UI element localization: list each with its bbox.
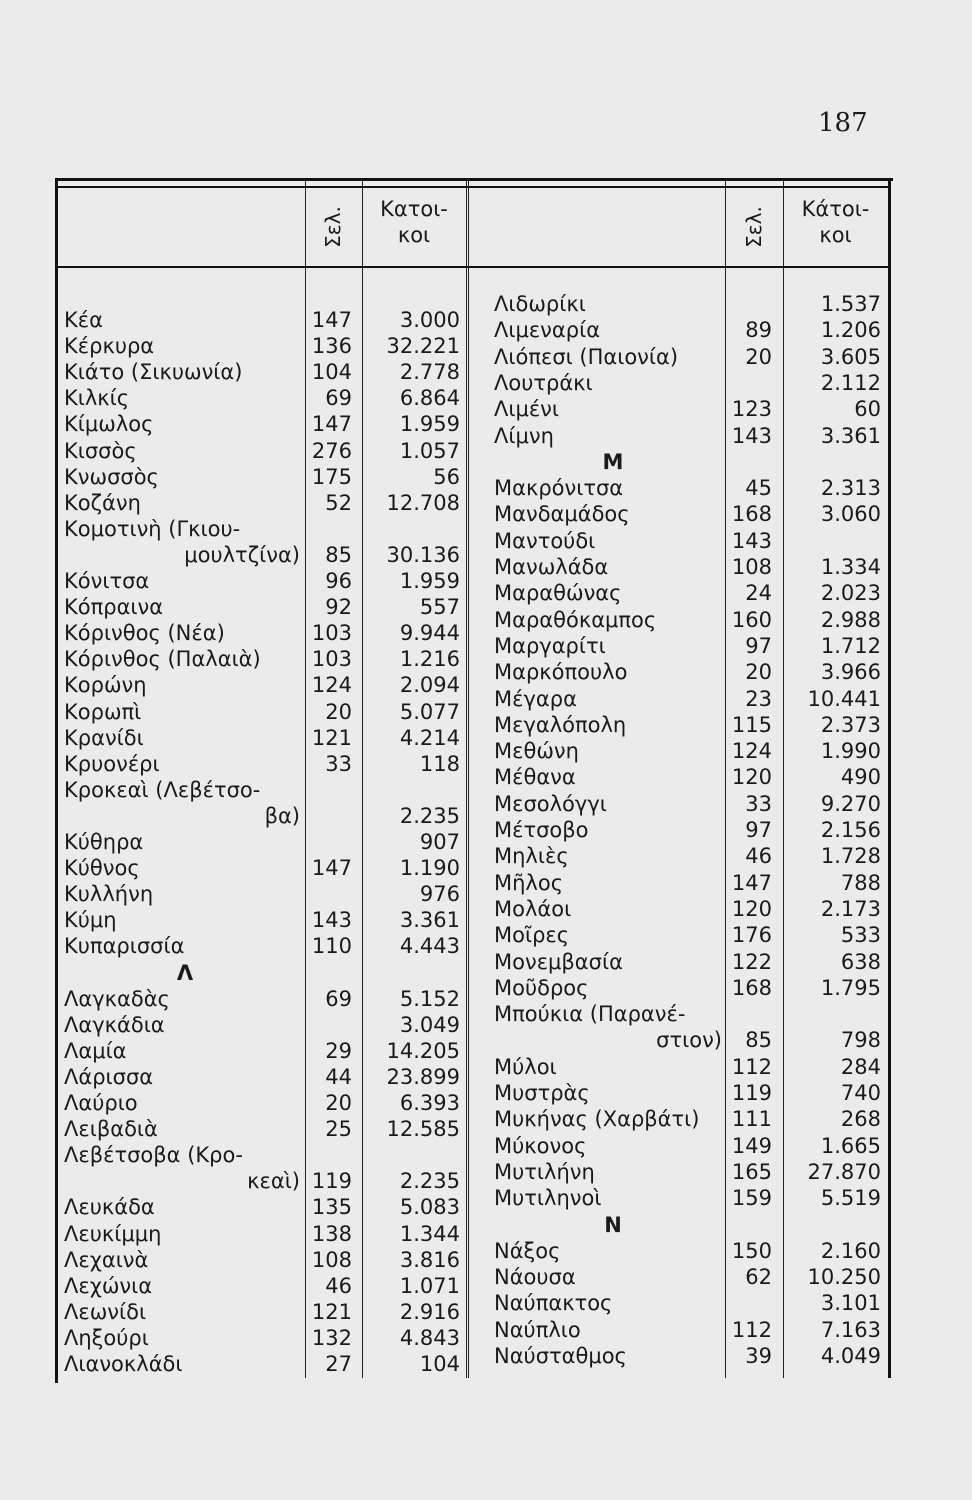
table-row (0, 318, 972, 344)
page-number-cell: 20 (325, 699, 352, 724)
place-name: Μεγαλόπολη (494, 712, 627, 737)
page-number-cell: 52 (325, 490, 352, 515)
place-name: Λεχαινὰ (64, 1247, 149, 1272)
table-header-rule (55, 266, 890, 268)
population-cell: 490 (840, 765, 881, 790)
page-number-cell: 159 (731, 1186, 772, 1211)
table-row (0, 1081, 972, 1107)
population-cell: 14.205 (386, 1038, 460, 1063)
population-cell: 12.585 (386, 1117, 460, 1142)
place-name: Λαγκαδὰς (64, 986, 170, 1011)
population-cell: 1.344 (399, 1221, 460, 1246)
population-cell: 1.795 (820, 975, 881, 1000)
table-row (0, 1291, 972, 1317)
page-number-cell: 138 (311, 1221, 352, 1246)
population-cell: 1.990 (820, 739, 881, 764)
table-row (0, 950, 972, 976)
population-cell: 1.334 (820, 555, 881, 579)
page-number-cell: 136 (311, 334, 352, 359)
population-cell: 557 (419, 595, 460, 620)
page-number-cell: 27 (325, 1352, 352, 1376)
page-number-cell: 150 (731, 1238, 772, 1263)
place-name: Λευκίμμη (64, 1221, 162, 1246)
place-name: Λεχώνια (64, 1273, 153, 1298)
place-name: Λουτράκι (494, 370, 593, 395)
page-number: 187 (818, 108, 868, 138)
place-name: Κιάτο (Σικυωνία) (64, 360, 243, 385)
header-pop-right-line2: κοι (819, 223, 852, 247)
place-name: Λεωνίδι (64, 1299, 147, 1324)
place-name: Λάρισσα (64, 1064, 154, 1089)
page-number-cell: 46 (325, 1273, 352, 1298)
place-name: Κύθνος (64, 856, 140, 881)
header-pop-left-line2: κοι (397, 223, 431, 247)
population-cell: 118 (419, 751, 460, 776)
page-number-cell: 110 (311, 934, 352, 959)
page-number-cell: 85 (745, 1028, 772, 1053)
table-row (0, 844, 972, 870)
place-name: Λεβέτσοβα (Κρο- (64, 1143, 243, 1168)
place-name: Κύθηρα (64, 830, 144, 854)
page-number-cell: 92 (325, 595, 352, 620)
place-name: Κρυονέρι (64, 751, 160, 776)
population-cell: 1.728 (820, 844, 881, 869)
population-cell: 2.778 (399, 360, 460, 385)
page-number-cell: 121 (311, 725, 352, 750)
table-row (0, 1107, 972, 1133)
place-name: Μυκήνας (Χαρβάτι) (494, 1107, 700, 1132)
page-number-cell: 276 (311, 438, 352, 463)
place-name: βα) (264, 803, 300, 828)
population-cell: 6.393 (399, 1091, 460, 1115)
page-number-cell: 120 (731, 896, 772, 921)
place-name: Κίμωλος (64, 412, 154, 437)
population-cell: 907 (419, 830, 460, 854)
page-number-cell: 62 (745, 1265, 772, 1290)
place-name: Μυστρὰς (494, 1081, 590, 1105)
place-name: Μύκονος (494, 1133, 587, 1158)
place-name: Λειβαδιὰ (64, 1117, 158, 1142)
place-name: Κοζάνη (64, 490, 141, 515)
page-number-cell: 112 (731, 1317, 772, 1342)
population-cell: 268 (840, 1107, 881, 1132)
table-row (0, 818, 972, 844)
place-name: Μαρκόπουλο (494, 660, 628, 685)
population-cell: 2.235 (399, 803, 460, 828)
header-sel-left: Σελ. (321, 206, 345, 248)
place-name: Λευκάδα (64, 1195, 155, 1220)
place-name: Ναύπακτος (494, 1291, 613, 1316)
table-row (0, 1134, 972, 1160)
population-cell: 2.988 (820, 607, 881, 632)
page-number-cell: 121 (311, 1299, 352, 1324)
place-name: Μακρόνιτσα (494, 476, 624, 501)
place-name: Μαραθόκαμπος (494, 607, 657, 632)
population-cell: 533 (840, 923, 881, 948)
page-number-cell: 89 (745, 318, 772, 343)
place-name: Νάουσα (494, 1265, 576, 1290)
table-row (0, 1160, 972, 1186)
table-row (0, 529, 972, 555)
place-name: Μανωλάδα (494, 555, 609, 579)
table-row (0, 581, 972, 607)
place-name: Κνωσσὸς (64, 464, 159, 489)
table-row (0, 608, 972, 634)
population-cell: 740 (840, 1081, 881, 1105)
place-name: Μονεμβασία (494, 949, 623, 974)
page-number-cell: 165 (731, 1159, 772, 1184)
table-row (0, 1265, 972, 1291)
population-cell: 4.843 (399, 1325, 460, 1350)
population-cell: 23.899 (386, 1064, 460, 1089)
section-letter: Λ (176, 960, 194, 985)
population-cell: 27.870 (807, 1159, 881, 1184)
page-number-cell: 33 (745, 791, 772, 816)
table-row (0, 1028, 972, 1054)
table-row (0, 476, 972, 502)
population-cell: 638 (840, 949, 881, 974)
population-cell: 2.373 (820, 712, 881, 737)
population-cell: 3.361 (820, 423, 881, 448)
table-row (0, 1055, 972, 1081)
population-cell: 976 (419, 882, 460, 907)
place-name: Κροκεαὶ (Λεβέτσο- (64, 777, 261, 802)
table-row (0, 292, 972, 318)
table-row (0, 634, 972, 660)
population-cell: 3.605 (820, 344, 881, 369)
place-name: Λίμνη (494, 423, 554, 448)
place-name: Κόνιτσα (64, 569, 150, 593)
page-number-cell: 115 (731, 712, 772, 737)
page-number-cell: 103 (311, 621, 352, 646)
population-cell: 10.250 (807, 1265, 881, 1290)
page-number-cell: 20 (745, 344, 772, 369)
place-name: Λαμία (64, 1038, 127, 1063)
place-name: στιον) (656, 1028, 722, 1053)
page-number-cell: 119 (731, 1081, 772, 1105)
population-cell: 3.060 (820, 502, 881, 527)
population-cell: 10.441 (807, 686, 881, 711)
place-name: Λιδωρίκι (494, 292, 586, 316)
population-cell: 1.057 (399, 438, 460, 463)
population-cell: 30.136 (386, 542, 460, 567)
population-cell: 1.959 (399, 569, 460, 593)
page-number-cell: 123 (731, 397, 772, 422)
table-row (0, 502, 972, 528)
page-number-cell: 143 (731, 423, 772, 448)
place-name: Λιόπεσι (Παιονία) (494, 344, 679, 369)
header-pop-left-line1: Κατοι- (380, 197, 448, 221)
page-number-cell: 122 (731, 949, 772, 974)
page-number-cell: 147 (311, 856, 352, 881)
page-number-cell: 108 (311, 1247, 352, 1272)
population-cell: 1.190 (399, 856, 460, 881)
population-cell: 1.959 (399, 412, 460, 437)
place-name: Κύμη (64, 908, 117, 933)
page-number-cell: 111 (731, 1107, 772, 1132)
page-number-cell: 103 (311, 647, 352, 672)
place-name: Μολάοι (494, 896, 572, 921)
page-number-cell: 147 (731, 870, 772, 895)
population-cell: 56 (433, 464, 460, 489)
place-name: Κορώνη (64, 673, 147, 698)
population-cell: 798 (840, 1028, 881, 1053)
place-name: Κισσὸς (64, 438, 137, 463)
place-name: Μύλοι (494, 1054, 557, 1079)
place-name: μουλτζίνα) (184, 542, 300, 567)
table-row (0, 765, 972, 791)
page-number-cell: 147 (311, 308, 352, 332)
page-number-cell: 143 (731, 528, 772, 553)
page-number-cell: 135 (311, 1195, 352, 1220)
place-name: Μέθανα (494, 765, 576, 790)
table-row (0, 1239, 972, 1265)
population-cell: 60 (854, 397, 881, 422)
population-cell: 4.443 (399, 934, 460, 959)
place-name: Ναύπλιο (494, 1317, 581, 1342)
population-cell: 2.313 (820, 476, 881, 501)
table-row (0, 424, 972, 450)
table-row (0, 1186, 972, 1212)
population-cell: 9.944 (399, 621, 460, 646)
table-row (0, 397, 972, 423)
population-cell: 1.216 (399, 647, 460, 672)
place-name: Μπούκια (Παρανέ- (494, 1002, 686, 1027)
page-number-cell: 112 (731, 1054, 772, 1079)
table-row (0, 371, 972, 397)
population-cell: 1.071 (399, 1273, 460, 1298)
population-cell: 3.101 (820, 1291, 881, 1316)
page-number-cell: 160 (731, 607, 772, 632)
place-name: Μυτιλήνη (494, 1159, 595, 1184)
page-number-cell: 97 (745, 818, 772, 842)
page-number-cell: 149 (731, 1133, 772, 1158)
page-number-cell: 119 (311, 1169, 352, 1194)
population-cell: 104 (419, 1352, 460, 1376)
place-name: Κομοτινὴ (Γκιου- (64, 516, 241, 541)
population-cell: 2.023 (820, 581, 881, 606)
page-number-cell: 120 (731, 765, 772, 790)
page-number-cell: 143 (311, 908, 352, 933)
population-cell: 5.519 (820, 1186, 881, 1211)
population-cell: 3.966 (820, 660, 881, 685)
population-cell: 4.214 (399, 725, 460, 750)
population-cell: 1.537 (820, 292, 881, 316)
page-number-cell: 20 (745, 660, 772, 685)
place-name: Λαγκάδια (64, 1012, 165, 1037)
place-name: Κόπραινα (64, 595, 164, 620)
place-name: Μανδαμάδος (494, 502, 630, 527)
table-row (0, 792, 972, 818)
place-name: Μεσολόγγι (494, 791, 607, 816)
population-cell: 5.077 (399, 699, 460, 724)
header-pop-right (783, 196, 888, 248)
place-name: Ληξούρι (64, 1325, 149, 1350)
page-number-cell: 97 (745, 633, 772, 658)
population-cell: 1.665 (820, 1133, 881, 1158)
place-name: Λαύριο (64, 1091, 138, 1115)
place-name: Κιλκίς (64, 386, 130, 411)
page-number-cell: 108 (731, 555, 772, 579)
table-row (0, 976, 972, 1002)
table-row (0, 660, 972, 686)
place-name: Μηλιὲς (494, 844, 569, 869)
population-cell: 5.152 (399, 986, 460, 1011)
place-name: Κέα (64, 308, 103, 332)
population-cell: 2.160 (820, 1238, 881, 1263)
table-row (0, 871, 972, 897)
table-row (0, 345, 972, 371)
place-name: Ναύσταθμος (494, 1344, 627, 1368)
section-letter: Ν (604, 1212, 622, 1237)
table-row (0, 555, 972, 581)
population-cell: 284 (840, 1054, 881, 1079)
place-name: κεαὶ) (247, 1169, 300, 1194)
population-cell: 12.708 (386, 490, 460, 515)
place-name: Μυτιληνοὶ (494, 1186, 602, 1211)
place-name: Λιανοκλάδι (64, 1352, 183, 1376)
page-number-cell: 20 (325, 1091, 352, 1115)
page-number-cell: 168 (731, 975, 772, 1000)
population-cell: 1.712 (820, 633, 881, 658)
page-number-cell: 24 (745, 581, 772, 606)
population-cell: 9.270 (820, 791, 881, 816)
table-row (0, 713, 972, 739)
place-name: Κόρινθος (Νέα) (64, 621, 225, 646)
population-cell: 2.235 (399, 1169, 460, 1194)
place-name: Κυλλήνη (64, 882, 154, 907)
page-number-cell: 96 (325, 569, 352, 593)
table-row (0, 687, 972, 713)
population-cell: 3.816 (399, 1247, 460, 1272)
table-row (0, 897, 972, 923)
population-cell: 2.173 (820, 896, 881, 921)
place-name: Λιμένι (494, 397, 560, 422)
page-number-cell: 39 (745, 1344, 772, 1368)
population-cell: 5.083 (399, 1195, 460, 1220)
page-number-cell: 124 (731, 739, 772, 764)
place-name: Κυπαρισσία (64, 934, 185, 959)
page-number-cell: 29 (325, 1038, 352, 1063)
header-sel-right: Σελ. (742, 206, 766, 248)
page-number-cell: 44 (325, 1064, 352, 1089)
population-cell: 32.221 (386, 334, 460, 359)
place-name: Κρανίδι (64, 725, 144, 750)
population-cell: 7.163 (820, 1317, 881, 1342)
place-name: Μεθώνη (494, 739, 579, 764)
page-number-cell: 33 (325, 751, 352, 776)
page-number-cell: 25 (325, 1117, 352, 1142)
header-pop-right-line1: Κάτοι- (801, 197, 870, 221)
population-cell: 2.916 (399, 1299, 460, 1324)
population-cell: 2.112 (820, 370, 881, 395)
page-number-cell: 23 (745, 686, 772, 711)
place-name: Νάξος (494, 1238, 561, 1263)
place-name: Μοῦδρος (494, 975, 589, 1000)
table-row (0, 1002, 972, 1028)
page-number-cell: 175 (311, 464, 352, 489)
table-top-rule (55, 186, 890, 188)
page-number-cell: 104 (311, 360, 352, 385)
place-name: Κόρινθος (Παλαιὰ) (64, 647, 261, 672)
population-cell: 6.864 (399, 386, 460, 411)
table-row (0, 739, 972, 765)
population-cell: 788 (840, 870, 881, 895)
table-row (0, 923, 972, 949)
page-number-cell: 69 (325, 386, 352, 411)
place-name: Μαργαρίτι (494, 633, 606, 658)
table-row (0, 1344, 972, 1370)
page-number-cell: 85 (325, 542, 352, 567)
population-cell: 1.206 (820, 318, 881, 343)
header-pop-left (362, 196, 466, 248)
section-letter: Μ (602, 449, 624, 474)
population-cell: 3.361 (399, 908, 460, 933)
place-name: Κέρκυρα (64, 334, 155, 359)
place-name: Κορωπὶ (64, 699, 142, 724)
place-name: Μαραθώνας (494, 581, 622, 606)
page-number-cell: 69 (325, 986, 352, 1011)
page-number-cell: 132 (311, 1325, 352, 1350)
population-cell: 3.000 (399, 308, 460, 332)
page-number-cell: 45 (745, 476, 772, 501)
page-number-cell: 147 (311, 412, 352, 437)
population-cell: 3.049 (399, 1012, 460, 1037)
place-name: Λιμεναρία (494, 318, 601, 343)
page-number-cell: 176 (731, 923, 772, 948)
place-name: Μέγαρα (494, 686, 577, 711)
population-cell: 2.156 (820, 818, 881, 842)
table-row (0, 1318, 972, 1344)
place-name: Μοῖρες (494, 923, 570, 948)
place-name: Μέτσοβο (494, 818, 589, 842)
population-cell: 4.049 (820, 1344, 881, 1368)
page-number-cell: 124 (311, 673, 352, 698)
place-name: Μῆλος (494, 870, 564, 895)
page-number-cell: 46 (745, 844, 772, 869)
page-number-cell: 168 (731, 502, 772, 527)
place-name: Μαντούδι (494, 528, 596, 553)
population-cell: 2.094 (399, 673, 460, 698)
